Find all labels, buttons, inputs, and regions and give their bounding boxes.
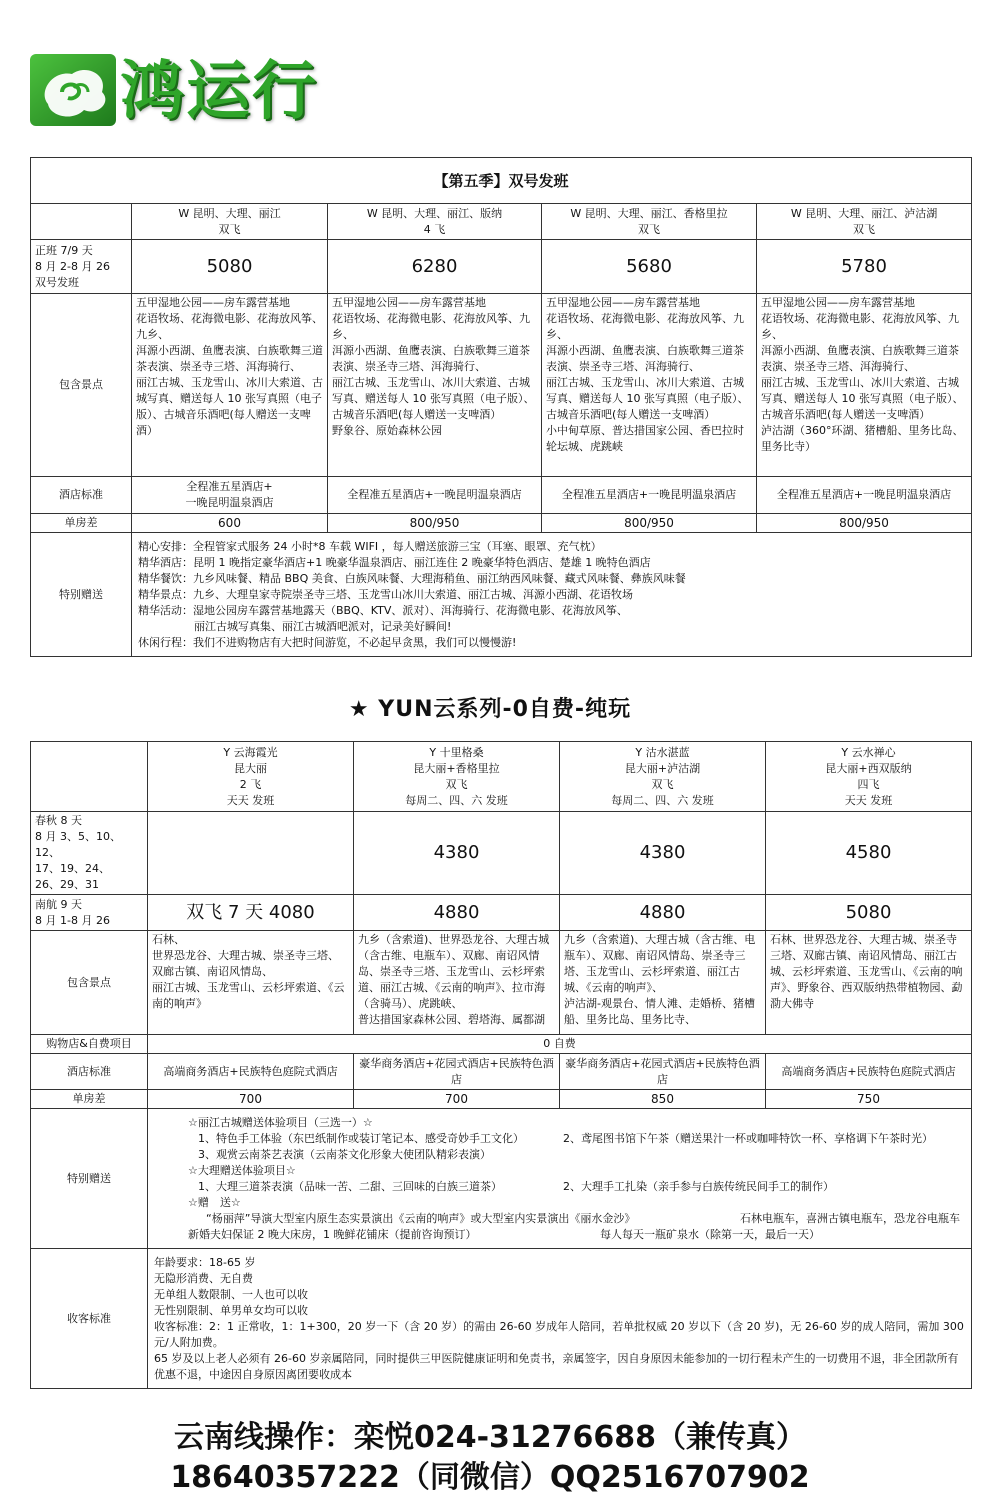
contact-phone: 18640357222（同微信）QQ2516707902	[170, 1460, 810, 1495]
route-name: W 昆明、大理、丽江、香格里拉	[570, 206, 728, 220]
price-cell: 4580	[766, 812, 972, 895]
season5-title: 【第五季】双号发班	[31, 158, 972, 204]
route-mode: 双飞	[218, 222, 241, 236]
schedule-label: 正班 7/9 天 8 月 2-8 月 26 双号发班	[31, 240, 132, 294]
hotel-cell: 高端商务酒店+民族特色庭院式酒店	[148, 1054, 354, 1090]
route-freq: 天天 发班	[226, 793, 275, 807]
route-name: Y 沽水湛蓝	[635, 745, 690, 759]
route-name: W 昆明、大理、丽江、泸沽湖	[790, 206, 938, 220]
corner-cell	[31, 742, 148, 812]
route-name: W 昆明、大理、丽江	[178, 206, 281, 220]
route-mode: 双飞	[853, 222, 876, 236]
corner-cell	[31, 204, 132, 240]
scenic-cell: 五甲湿地公园——房车露营基地 花语牧场、花海微电影、花海放风筝、九乡、 洱源小西湖、鱼鹰表演、白族歌舞三道茶表演、崇圣寺三塔、洱海骑行、 丽江古城、玉龙雪山、冰川大索道、古城写真、赠送每人 10 张写真照（电子版）、古城音乐酒吧(每人赠送一支啤酒） 小中甸草原、普达措国家公园、香巴拉时轮坛城、虎跳峡	[542, 294, 757, 477]
guest-line: 年龄要求：18-65 岁	[154, 1255, 256, 1269]
single-cell: 800/950	[757, 514, 972, 533]
gift-line: 石林电瓶车，喜洲古镇电瓶车，恐龙谷电瓶车	[740, 1211, 960, 1225]
guest-cell	[148, 1249, 972, 1389]
single-label: 单房差	[31, 514, 132, 533]
guest-label: 收客标准	[31, 1249, 148, 1389]
route-freq: 天天 发班	[844, 793, 893, 807]
single-cell: 800/950	[328, 514, 542, 533]
gift-line: ☆丽江古城赠送体验项目（三选一）☆	[188, 1115, 373, 1129]
scenic-label: 包含景点	[31, 294, 132, 477]
single-cell: 600	[132, 514, 328, 533]
gift-line: 精华餐饮：九乡风味餐、精品 BBQ 美食、白族风味餐、大理海稍鱼、丽江纳西风味餐、藏式风味餐、彝族风味餐	[138, 571, 686, 585]
price-cell	[148, 812, 354, 895]
scenic-label: 包含景点	[31, 931, 148, 1035]
guest-line: 无性别限制、单男单女均可以收	[154, 1303, 308, 1317]
scenic-cell: 五甲湿地公园——房车露营基地 花语牧场、花海微电影、花海放风筝、九乡、 洱源小西湖、鱼鹰表演、白族歌舞三道茶表演、崇圣寺三塔、洱海骑行、 丽江古城、玉龙雪山、冰川大索道、古城写真、赠送每人 10 张写真照（电子版）、古城音乐酒吧(每人赠送一支啤酒） 泸沽湖（360°环湖、猪槽船、里务比岛、里务比寺）	[757, 294, 972, 477]
guest-line: 65 岁及以上老人必须有 26-60 岁亲属陪同，同时提供三甲医院健康证明和免责书，亲属签字，因自身原因未能参加的一切行程未产生的一切费用不退，非全团款所有优惠不退，中途因自身原因离团要收成本	[154, 1351, 959, 1381]
route-header	[354, 742, 560, 812]
route-line: 昆大丽	[234, 761, 267, 775]
gift-line: “杨丽萍”导演大型室内原生态实景演出《云南的响声》或大型室内实景演出《丽水金沙》	[206, 1211, 636, 1225]
price-cell: 4880	[354, 895, 560, 931]
price-cell: 5080	[132, 240, 328, 294]
gift-line: 精华景点：九乡、大理皇家寺院崇圣寺三塔、玉龙雪山冰川大索道、丽江古城、洱源小西湖、花语牧场	[138, 587, 633, 601]
gift-line: 每人每天一瓶矿泉水（除第一天，最后一天）	[600, 1227, 820, 1241]
price-cell: 5080	[766, 895, 972, 931]
single-label: 单房差	[31, 1090, 148, 1109]
route-mode: 四飞	[857, 777, 880, 791]
single-cell: 700	[148, 1090, 354, 1109]
brand-logo	[28, 50, 348, 135]
hotel-cell: 全程准五星酒店+ 一晚昆明温泉酒店	[132, 477, 328, 514]
route-mode: 双飞	[651, 777, 674, 791]
route-header	[766, 742, 972, 812]
gift-label: 特别赠送	[31, 1109, 148, 1249]
shop-cell: 0 自费	[148, 1035, 972, 1054]
guest-line: 收客标准：2：1 正常收，1：1+300，20 岁一下（含 20 岁）的需由 26-60 岁成年人陪同，若单批权威 20 岁以下（含 20 岁)，无 26-60 岁的成人陪同，需加 300 元/人附加费。	[154, 1319, 964, 1349]
hotel-cell: 全程准五星酒店+一晚昆明温泉酒店	[328, 477, 542, 514]
gift-line: ☆赠 送☆	[188, 1195, 241, 1209]
yun-series-table	[30, 741, 972, 1389]
gift-line: 2、鸢尾图书馆下午茶（赠送果汁一杯或咖啡特饮一杯、享格调下午茶时光）	[563, 1131, 933, 1145]
route-header	[542, 204, 757, 240]
single-cell: 750	[766, 1090, 972, 1109]
gift-row	[188, 1179, 965, 1195]
contact-line: 云南线操作：栾悦024-31276688（兼传真）	[173, 1420, 807, 1455]
route-freq: 每周二、四、六 发班	[611, 793, 714, 807]
route-header	[560, 742, 766, 812]
route-freq: 每周二、四、六 发班	[405, 793, 508, 807]
shop-label: 购物店&自费项目	[31, 1035, 148, 1054]
route-mode: 双飞	[638, 222, 660, 236]
gift-line: 丽江古城写真集、丽江古城酒吧派对，记录美好瞬间!	[194, 619, 452, 633]
route-mode: 双飞	[445, 777, 468, 791]
scenic-cell: 石林、 世界恐龙谷、大理古城、崇圣寺三塔、双廊古镇、南诏风情岛、 丽江古城、玉龙雪山、云杉坪索道、《云南的响声》	[148, 931, 354, 1035]
route-name: Y 云海霞光	[223, 745, 278, 759]
gift-label: 特别赠送	[31, 533, 132, 657]
hotel-cell: 全程准五星酒店+一晚昆明温泉酒店	[757, 477, 972, 514]
price-cell: 4380	[354, 812, 560, 895]
gift-line: 3、观赏云南茶艺表演（云南茶文化形象大使团队精彩表演）	[198, 1147, 491, 1161]
route-mode: 4 飞	[423, 222, 446, 236]
hotel-label: 酒店标准	[31, 477, 132, 514]
scenic-cell: 九乡（含索道)、大理古城（含古维、电瓶车）、双廊、南诏风情岛、崇圣寺三塔、玉龙雪山、云杉坪索道、丽江古城、《云南的响声》、 泸沽湖-观景台、情人滩、走婚桥、猪槽船、里务比岛、里务比寺、	[560, 931, 766, 1035]
route-header	[132, 204, 328, 240]
price-cell: 5680	[542, 240, 757, 294]
guest-line: 无单组人数限制、一人也可以收	[154, 1287, 308, 1301]
gift-line: 1、特色手工体验（东巴纸制作或装订笔记本、感受奇妙手工文化）	[198, 1131, 524, 1145]
single-cell: 700	[354, 1090, 560, 1109]
price-cell: 4880	[560, 895, 766, 931]
scenic-cell: 九乡（含索道)、世界恐龙谷、大理古城（含古维、电瓶车）、双廊、南诏风情岛、崇圣寺三塔、玉龙雪山、云杉坪索道、丽江古城、《云南的响声》、拉市海（含骑马）、虎跳峡、 普达措国家森林公园、碧塔海、属都湖	[354, 931, 560, 1035]
route-header	[148, 742, 354, 812]
route-line: 昆大丽+西双版纳	[825, 761, 912, 775]
hotel-cell: 豪华商务酒店+花园式酒店+民族特色酒店	[354, 1054, 560, 1090]
gift-line: 2、大理手工扎染（亲手参与白族传统民间手工的制作）	[563, 1179, 834, 1193]
cloud-logo-icon	[28, 52, 120, 130]
route-header	[328, 204, 542, 240]
gift-row	[188, 1211, 965, 1227]
price-cell: 4380	[560, 812, 766, 895]
price-cell: 6280	[328, 240, 542, 294]
south-label: 南航 9 天 8 月 1-8 月 26	[31, 895, 148, 931]
gift-row	[188, 1227, 965, 1243]
gift-line: 精华活动：湿地公园房车露营基地露天（BBQ、KTV、派对）、洱海骑行、花海微电影、花海放风筝、	[138, 603, 628, 617]
gift-line: 精心安排：全程管家式服务 24 小时*8 车载 WIFI ，每人赠送旅游三宝（耳塞、眼罩、充气枕）	[138, 539, 602, 553]
scenic-cell: 石林、世界恐龙谷、大理古城、崇圣寺三塔、双廊古镇、南诏风情岛、丽江古城、云杉坪索道、玉龙雪山、《云南的响声》、野象谷、西双版纳热带植物园、勐泐大佛寺	[766, 931, 972, 1035]
route-name: Y 十里格桑	[429, 745, 484, 759]
scenic-cell: 五甲湿地公园——房车露营基地 花语牧场、花海微电影、花海放风筝、九乡、 洱源小西湖、鱼鹰表演、白族歌舞三道茶表演、崇圣寺三塔、洱海骑行、 丽江古城、玉龙雪山、冰川大索道、古城写真、赠送每人 10 张写真照（电子版）、古城音乐酒吧(每人赠送一支啤酒）	[132, 294, 328, 477]
route-name: Y 云水禅心	[841, 745, 896, 759]
season5-table	[30, 157, 972, 657]
gift-line: 1、大理三道茶表演（品味一苦、二甜、三回味的白族三道茶）	[198, 1179, 502, 1193]
gift-row	[188, 1131, 965, 1147]
hotel-cell: 豪华商务酒店+花园式酒店+民族特色酒店	[560, 1054, 766, 1090]
single-cell: 800/950	[542, 514, 757, 533]
single-cell: 850	[560, 1090, 766, 1109]
brand-name: 鸿运行	[120, 55, 318, 129]
gift-cell	[148, 1109, 972, 1249]
route-header	[757, 204, 972, 240]
price-cell: 双飞 7 天 4080	[148, 895, 354, 931]
guest-line: 无隐形消费、无自费	[154, 1271, 253, 1285]
route-line: 昆大丽+泸沽湖	[624, 761, 701, 775]
price-cell: 5780	[757, 240, 972, 294]
scenic-cell: 五甲湿地公园——房车露营基地 花语牧场、花海微电影、花海放风筝、九乡、 洱源小西湖、鱼鹰表演、白族歌舞三道茶表演、崇圣寺三塔、洱海骑行、 丽江古城、玉龙雪山、冰川大索道、古城写真、赠送每人 10 张写真照（电子版）、古城音乐酒吧(每人赠送一支啤酒） 野象谷、原始森林公园	[328, 294, 542, 477]
route-mode: 2 飞	[239, 777, 262, 791]
hotel-cell: 高端商务酒店+民族特色庭院式酒店	[766, 1054, 972, 1090]
route-line: 昆大丽+香格里拉	[413, 761, 500, 775]
spring-label: 春秋 8 天 8 月 3、5、10、12、 17、19、24、 26、29、31	[31, 812, 148, 895]
gift-line: 休闲行程：我们不进购物店有大把时间游览，不必起早贪黑，我们可以慢慢游!	[138, 635, 517, 649]
hotel-label: 酒店标准	[31, 1054, 148, 1090]
gift-cell	[132, 533, 972, 657]
yun-series-title: ★ YUN云系列-0自费-纯玩	[348, 697, 632, 722]
hotel-cell: 全程准五星酒店+一晚昆明温泉酒店	[542, 477, 757, 514]
route-name: W 昆明、大理、丽江、版纳	[366, 206, 503, 220]
gift-line: ☆大理赠送体验项目☆	[188, 1163, 296, 1177]
gift-line: 新婚夫妇保证 2 晚大床房，1 晚鲜花铺床（提前咨询预订）	[188, 1227, 477, 1241]
gift-line: 精华酒店：昆明 1 晚指定豪华酒店+1 晚豪华温泉酒店、丽江连住 2 晚豪华特色酒店、楚雄 1 晚特色酒店	[138, 555, 651, 569]
